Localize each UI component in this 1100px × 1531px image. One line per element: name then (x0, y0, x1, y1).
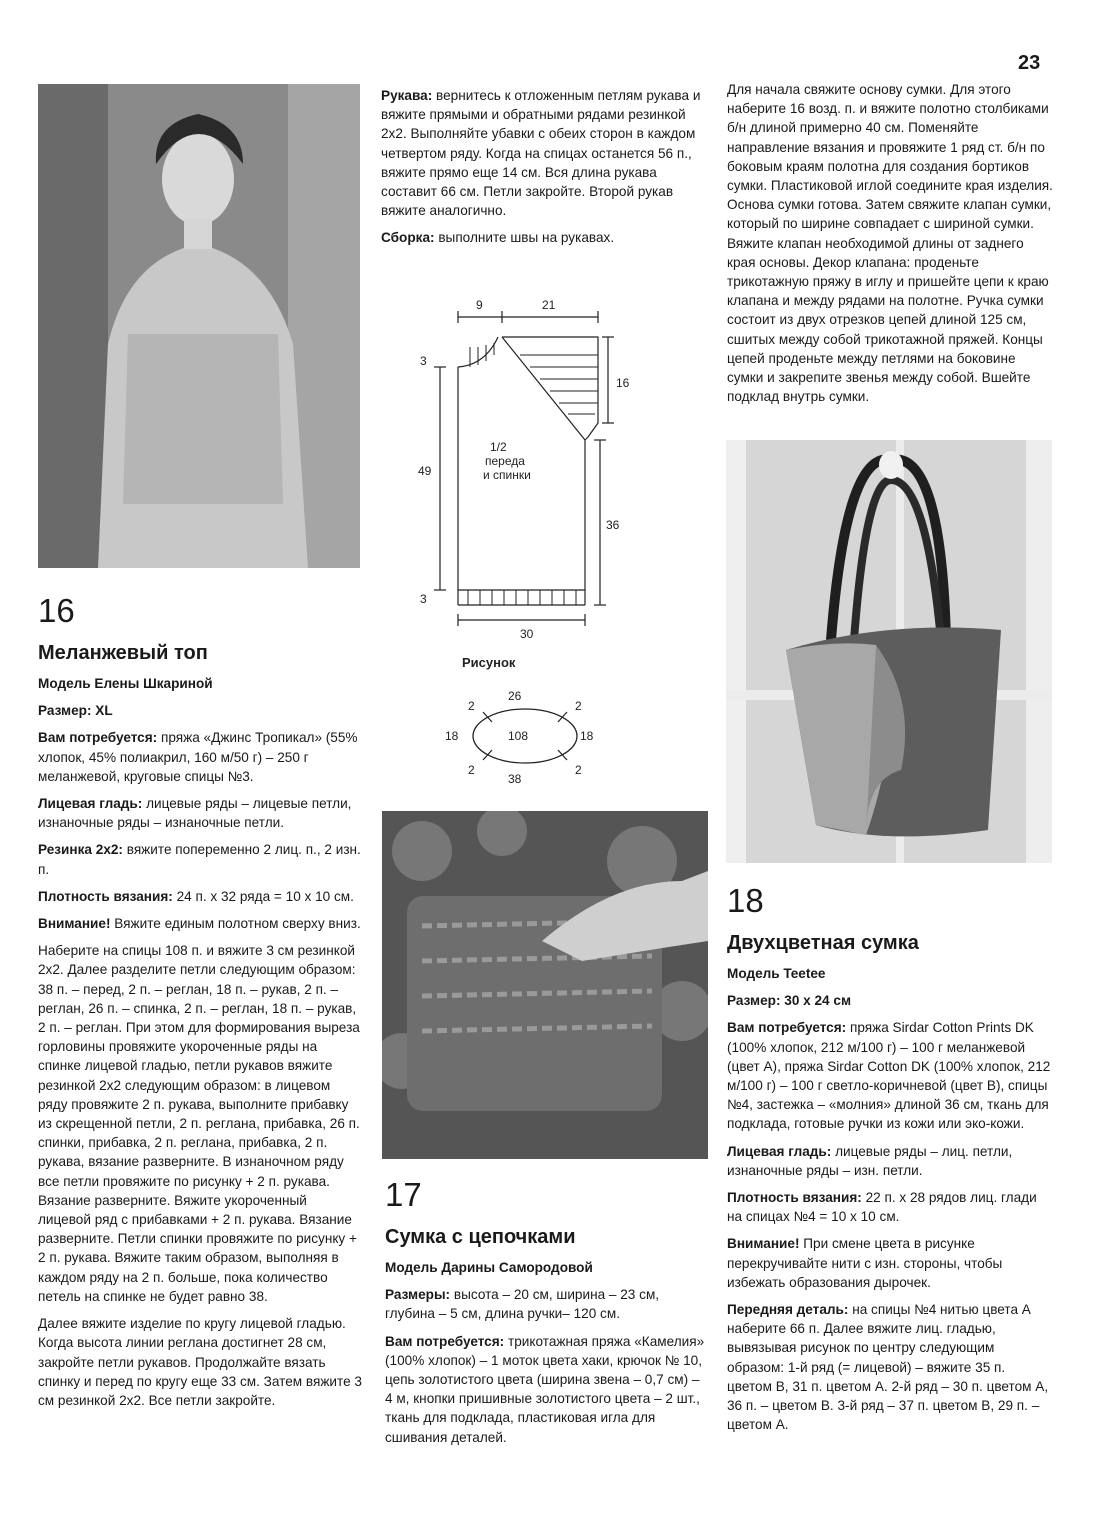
dim-16: 16 (616, 376, 630, 390)
pattern-number-18: 18 (727, 882, 764, 919)
designer-name: Модель Елены Шкариной (38, 676, 213, 691)
dim-30: 30 (520, 627, 534, 641)
stockinette-paragraph: Лицевая гладь: лицевые ряды – лицевые петли, изнаночные ряды – изнаночные петли. (38, 796, 352, 831)
instructions-paragraph: Наберите на спицы 108 п. и вяжите 3 см резинкой 2х2. Далее разделите петли следующим образом: 38 п. – перед, 2 п. – реглан, 18 п. – рукав, 2 п. – реглан, 26 п. – спинка, 2 п. – реглан, 18 п. – рукав, 2 п. – реглан. При этом для формирования выреза горловины провяжите укороченные ряды на спинке лицевой гладью, петли рукавов вяжите резинкой 2х2 следующим образом: в лицевом ряду провяжите 2 п. рукава, выполните прибавку из скрещенной петли, 2 п. реглана, прибавка, 26 п. спинки, прибавка, 2 п. реглана, прибавка, 2 п. рукава, вязание разверните. В изнаночном ряду все петли провяжите по рисунку + 2 п. рукава. Вязание разверните. Вяжите укороченный лицевой ряд с прибавками + 2 п. рукава. Вязание разверните. Петли спинки провяжите по рисунку + 2 п. рукава. Вяжите таким образом, выполняя в каждом ряду на 2 п. больше, пока количество петель на спинке не будет равно 38. (38, 943, 360, 1304)
oval-left: 18 (445, 729, 459, 743)
woman-in-top-image (38, 84, 360, 568)
size-line: Размер: XL (38, 703, 113, 719)
page-number: 23 (1018, 52, 1041, 74)
gauge-paragraph: Плотность вязания: 24 п. х 32 ряда = 10 х 10 см. (38, 888, 354, 904)
pattern-title: Меланжевый топ (38, 642, 208, 664)
column-1 (38, 586, 362, 1418)
stockinette-paragraph-18: Лицевая гладь: лицевые ряды – лиц. петли, изнаночные ряды – изн. петли. (727, 1143, 1013, 1178)
oval-corner-br: 2 (575, 763, 582, 777)
materials-paragraph-18: Вам потребуется: пряжа Sirdar Cotton Prints DK (100% хлопок, 212 м/100 г) – 100 г меланжевой (цвет А), пряжа Sirdar Cotton DK (100% хлопок, 212 м/100 г) – 100 г светло-коричневой (цвет В), спицы №4, застежка – «молния» длиной 36 см, ткань для подклада, готовые ручки из кожи или эко-кожи. (727, 1020, 1051, 1132)
column-2-top (381, 86, 707, 256)
oval-corner-tr: 2 (575, 699, 582, 713)
column-2-bottom (385, 1170, 707, 1455)
materials-paragraph: Вам потребуется: пряжа «Джинс Тропикал» (55% хлопок, 45% полиакрил, 160 м/50 г) – 250 г меланжевой, круговые спицы №3. (38, 730, 358, 784)
dim-3-bottom: 3 (420, 592, 427, 606)
oval-center: 108 (508, 729, 529, 743)
pattern-number-17: 17 (385, 1176, 422, 1213)
gauge-paragraph-18: Плотность вязания: 22 п. х 28 рядов лиц. глади на спицах №4 = 10 х 10 см. (727, 1190, 1037, 1225)
instructions-paragraph-2: Далее вяжите изделие по кругу лицевой гладью. Когда высота линии реглана достигнет 28 см, закройте петли рукавов. Продолжайте вязать спинку и перед по кругу еще 33 см. Затем вяжите 3 см резинкой 2х2. Все петли закройте. (38, 1316, 362, 1408)
schematic-diagram (410, 295, 640, 685)
part-label-line1: 1/2 (490, 440, 507, 454)
top-photo (38, 84, 360, 568)
column-3-top (727, 80, 1053, 414)
oval-right: 18 (580, 729, 594, 743)
sleeves-paragraph: Рукава: вернитесь к отложенным петлям рукава и вяжите прямыми и обратными рядами резинкой 2х2. Выполняйте убавки с обеих сторон в каждом четвертом ряду. Когда на спицах останется 56 п., вяжите прямо еще 14 см. Вся длина рукава составит 66 см. Петли закройте. Второй рукав вяжите аналогично. (381, 88, 701, 219)
dim-21: 21 (542, 298, 556, 312)
oval-corner-tl: 2 (468, 699, 475, 713)
bag-instructions-paragraph: Для начала свяжите основу сумки. Для этого наберите 16 возд. п. и вяжите полотно столбиками б/н длиной примерно 40 см. Поменяйте направление вязания и провяжите 1 ряд ст. б/н по боковым краям полотна для создания бортиков сумки. Пластиковой иглой соедините края изделия. Основа сумки готова. Затем свяжите клапан сумки, который по ширине совпадает с шириной сумки. Вяжите клапан необходимой длины от заднего края основы. Декор клапана: проденьте трикотажную пряжу в иглу и пришейте цепи к краю клапана и между рядами на полотне. Ручка сумки состоит из двух отрезков цепей длиной 125 см, сшитых между собой трикотажной пряжей. Концы цепей проденьте между петлями на боковине сумки и закрепите звенья между собой. Вшейте подклад внутрь сумки. (727, 82, 1053, 405)
two-tone-bag-photo (726, 440, 1052, 863)
dim-3-top: 3 (420, 354, 427, 368)
oval-top: 26 (508, 689, 522, 703)
designer-name-18: Модель Teetee (727, 966, 826, 981)
pattern-title-18: Двухцветная сумка (727, 932, 919, 954)
pattern-number: 16 (38, 592, 75, 629)
pattern-title-17: Сумка с цепочками (385, 1226, 576, 1248)
oval-diagram (440, 686, 610, 786)
part-label-line2: переда (485, 454, 525, 468)
front-piece-paragraph: Передняя деталь: на спицы №4 нитью цвета А наберите 66 п. Далее вяжите лиц. гладью, вывязывая рисунок по центру следующим образом: 1-й ряд (= лицевой) – вяжите 35 п. цветом В, 31 п. цветом А. 2-й ряд – 30 п. цветом А, 36 п. – цветом В. 3-й ряд – 37 п. цветом В, 29 п. – цветом А. (727, 1302, 1049, 1433)
assembly-paragraph: Сборка: выполните швы на рукавах. (381, 230, 615, 246)
designer-name-17: Модель Дарины Самородовой (385, 1260, 593, 1275)
size-line-18: Размер: 30 х 24 см (727, 993, 852, 1009)
attention-paragraph-18: Внимание! При смене цвета в рисунке перекручивайте нити с изн. стороны, чтобы избежать образования дырочек. (727, 1236, 1003, 1290)
part-label-line3: и спинки (483, 468, 531, 482)
dim-36: 36 (606, 518, 620, 532)
diagram-caption: Рисунок (462, 655, 516, 670)
sizes-paragraph: Размеры: высота – 20 см, ширина – 23 см, глубина – 5 см, длина ручки– 120 см. (385, 1287, 660, 1322)
column-3-bottom (727, 876, 1053, 1442)
oval-corner-bl: 2 (468, 763, 475, 777)
attention-paragraph: Внимание! Вяжите единым полотном сверху вниз. (38, 916, 361, 932)
dim-49: 49 (418, 464, 432, 478)
chain-bag-photo (382, 811, 708, 1159)
rib-paragraph: Резинка 2х2: вяжите попеременно 2 лиц. п., 2 изн. п. (38, 842, 361, 877)
materials-paragraph-17: Вам потребуется: трикотажная пряжа «Камелия» (100% хлопок) – 1 моток цвета хаки, крючок № 10, цепь золотистого цвета (ширина звена – 0,7 см) – 4 м, кнопки пришивные золотистого цвета – 2 шт., ткань для подклада, пластиковая игла для сшивания деталей. (385, 1333, 705, 1445)
oval-bottom: 38 (508, 772, 522, 786)
chain-bag-image (382, 811, 708, 1159)
two-tone-bag-image (726, 440, 1052, 863)
dim-9: 9 (476, 298, 483, 312)
